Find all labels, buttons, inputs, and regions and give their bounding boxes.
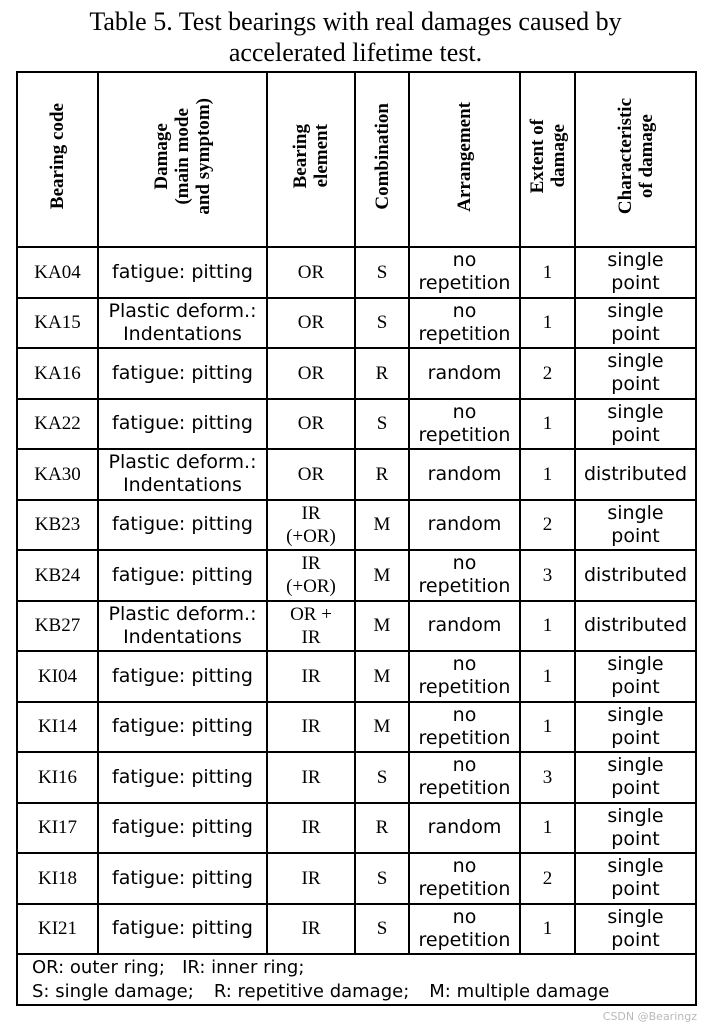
cell-combination: S [355,247,409,298]
header-bearing-code: Bearing code [17,72,98,247]
table-row [17,752,696,803]
cell-bearing-element-line: (+OR) [286,576,336,598]
cell-arrangement-line: no [452,249,477,272]
header-bearing-element: Bearing element [267,72,355,247]
cell-bearing-element-line: OR [297,312,325,334]
cell-bearing-element-line: IR [301,626,321,648]
cell-arrangement-line: repetition [418,928,511,951]
footnote-line-2: S: single damage; R: repetitive damage; M: multiple damage [32,980,610,1002]
cell-combination: R [355,348,409,399]
cell-bearing-code: KA04 [17,247,98,298]
cell-characteristic [575,601,696,652]
cell-characteristic-line: single [607,905,664,928]
cell-bearing-element-line: IR [301,817,321,839]
cell-combination: M [355,651,409,702]
cell-arrangement-line: no [452,905,477,928]
header-characteristic: Characteristic of damage [575,72,696,247]
cell-bearing-code: KI14 [17,702,98,753]
cell-combination: S [355,399,409,450]
cell-damage [98,500,267,551]
cell-bearing-element-line: IR [301,918,321,940]
caption-line-1: Table 5. Test bearings with real damages caused by [89,7,622,36]
cell-arrangement-line: repetition [418,423,511,446]
cell-arrangement [409,298,520,349]
cell-arrangement-line: random [427,513,502,536]
cell-bearing-element [267,348,355,399]
cell-arrangement [409,500,520,551]
cell-characteristic-line: point [611,676,660,699]
cell-damage [98,853,267,904]
cell-damage-line: Plastic deform.: [108,602,257,625]
cell-bearing-code: KB24 [17,550,98,601]
cell-characteristic-line: single [607,400,664,423]
cell-combination: R [355,449,409,500]
cell-damage-line: fatigue: pitting [112,917,253,940]
cell-damage [98,904,267,955]
cell-characteristic-line: single [607,249,664,272]
cell-characteristic-line: single [607,350,664,373]
cell-arrangement-line: repetition [418,676,511,699]
cell-arrangement-line: repetition [418,726,511,749]
cell-damage-line: Indentations [123,322,242,345]
cell-damage-line: fatigue: pitting [112,866,253,889]
table-row [17,702,696,753]
cell-characteristic [575,449,696,500]
caption-line-2: accelerated lifetime test. [228,38,483,67]
cell-arrangement-line: repetition [418,878,511,901]
cell-characteristic [575,702,696,753]
cell-combination: M [355,500,409,551]
table-row [17,803,696,854]
cell-bearing-element-line: OR [297,261,325,283]
cell-extent: 2 [520,348,575,399]
cell-extent: 1 [520,298,575,349]
cell-damage-line: fatigue: pitting [112,361,253,384]
cell-damage-line: Plastic deform.: [108,451,257,474]
cell-characteristic [575,500,696,551]
cell-bearing-code: KI16 [17,752,98,803]
cell-bearing-element-line: OR + [290,603,332,625]
cell-bearing-code: KA30 [17,449,98,500]
cell-characteristic-line: distributed [583,614,688,637]
cell-combination: M [355,601,409,652]
cell-characteristic [575,298,696,349]
cell-bearing-element-line: IR [301,553,321,575]
cell-extent: 3 [520,550,575,601]
cell-bearing-element-line: IR [301,665,321,687]
table-row [17,247,696,298]
cell-damage-line: fatigue: pitting [112,412,253,435]
cell-damage-line: fatigue: pitting [112,765,253,788]
footnote-row [17,954,696,1005]
cell-bearing-code: KI21 [17,904,98,955]
cell-bearing-code: KI04 [17,651,98,702]
cell-characteristic [575,247,696,298]
cell-characteristic-line: single [607,855,664,878]
table-body [17,247,696,954]
cell-extent: 1 [520,651,575,702]
table-row [17,348,696,399]
cell-arrangement-line: no [452,754,477,777]
cell-arrangement [409,348,520,399]
cell-arrangement-line: random [427,614,502,637]
cell-arrangement-line: repetition [418,272,511,295]
cell-bearing-element [267,500,355,551]
cell-arrangement [409,702,520,753]
cell-arrangement-line: no [452,299,477,322]
cell-arrangement [409,247,520,298]
cell-characteristic-line: distributed [583,462,688,485]
footnote [17,954,696,1005]
cell-characteristic [575,651,696,702]
cell-bearing-code: KA15 [17,298,98,349]
cell-damage [98,247,267,298]
cell-extent: 1 [520,702,575,753]
cell-bearing-code: KA22 [17,399,98,450]
cell-damage-line: fatigue: pitting [112,715,253,738]
cell-characteristic [575,348,696,399]
cell-arrangement-line: no [452,552,477,575]
cell-characteristic-line: single [607,754,664,777]
cell-characteristic [575,399,696,450]
cell-arrangement-line: no [452,855,477,878]
cell-combination: S [355,752,409,803]
cell-damage-line: fatigue: pitting [112,260,253,283]
cell-characteristic-line: single [607,804,664,827]
cell-damage [98,348,267,399]
cell-bearing-code: KB27 [17,601,98,652]
cell-arrangement [409,449,520,500]
table-row [17,298,696,349]
cell-characteristic-line: single [607,653,664,676]
cell-arrangement-line: repetition [418,322,511,345]
cell-bearing-element [267,702,355,753]
cell-combination: M [355,550,409,601]
cell-bearing-element-line: IR [301,867,321,889]
cell-damage [98,752,267,803]
cell-bearing-element [267,247,355,298]
cell-extent: 1 [520,904,575,955]
cell-combination: M [355,702,409,753]
cell-extent: 1 [520,803,575,854]
header-arrangement: Arrangement [409,72,520,247]
cell-arrangement [409,752,520,803]
cell-damage [98,399,267,450]
cell-bearing-element [267,399,355,450]
cell-damage [98,550,267,601]
cell-damage-line: fatigue: pitting [112,513,253,536]
cell-damage-line: Indentations [123,625,242,648]
cell-characteristic-line: point [611,827,660,850]
cell-characteristic-line: single [607,501,664,524]
cell-bearing-code: KB23 [17,500,98,551]
cell-damage [98,702,267,753]
cell-bearing-element-line: IR [301,766,321,788]
cell-bearing-element-line: OR [297,362,325,384]
cell-arrangement [409,550,520,601]
cell-arrangement-line: no [452,400,477,423]
cell-extent: 1 [520,449,575,500]
cell-bearing-element [267,298,355,349]
cell-characteristic-line: point [611,423,660,446]
header-combination: Combination [355,72,409,247]
cell-bearing-element [267,853,355,904]
cell-extent: 1 [520,399,575,450]
cell-damage-line: Indentations [123,474,242,497]
cell-bearing-element [267,904,355,955]
table-row [17,601,696,652]
cell-characteristic-line: point [611,373,660,396]
cell-combination: S [355,904,409,955]
table-row [17,651,696,702]
cell-arrangement-line: repetition [418,575,511,598]
cell-characteristic [575,853,696,904]
header-row [17,72,696,247]
cell-combination: S [355,853,409,904]
cell-bearing-element-line: IR [301,716,321,738]
cell-characteristic-line: point [611,726,660,749]
table-caption [0,6,711,68]
cell-arrangement [409,853,520,904]
cell-characteristic-line: distributed [583,563,688,586]
header-damage: Damage (main mode and symptom) [98,72,267,247]
cell-bearing-element [267,601,355,652]
watermark: CSDN @Bearingz [602,1010,697,1023]
cell-bearing-code: KA16 [17,348,98,399]
cell-characteristic-line: point [611,928,660,951]
cell-damage [98,449,267,500]
cell-arrangement-line: random [427,361,502,384]
cell-characteristic [575,904,696,955]
cell-arrangement [409,803,520,854]
header-extent: Extent of damage [520,72,575,247]
table-row [17,550,696,601]
cell-characteristic-line: point [611,322,660,345]
cell-arrangement-line: no [452,703,477,726]
cell-arrangement [409,904,520,955]
cell-bearing-element [267,752,355,803]
bearings-table [16,71,697,1006]
cell-extent: 1 [520,601,575,652]
cell-bearing-element-line: IR [301,502,321,524]
cell-characteristic-line: point [611,272,660,295]
cell-arrangement-line: random [427,816,502,839]
cell-bearing-code: KI17 [17,803,98,854]
cell-characteristic-line: point [611,524,660,547]
cell-bearing-element [267,651,355,702]
table-row [17,500,696,551]
cell-arrangement-line: random [427,462,502,485]
cell-bearing-element [267,449,355,500]
cell-characteristic [575,803,696,854]
cell-characteristic [575,550,696,601]
cell-characteristic [575,752,696,803]
cell-extent: 3 [520,752,575,803]
cell-arrangement-line: no [452,653,477,676]
cell-bearing-element [267,803,355,854]
cell-combination: R [355,803,409,854]
cell-arrangement [409,651,520,702]
cell-bearing-element-line: OR [297,413,325,435]
cell-damage-line: fatigue: pitting [112,816,253,839]
cell-damage [98,803,267,854]
cell-characteristic-line: point [611,777,660,800]
cell-combination: S [355,298,409,349]
cell-arrangement-line: repetition [418,777,511,800]
table-row [17,399,696,450]
cell-damage-line: Plastic deform.: [108,299,257,322]
cell-damage [98,298,267,349]
table-row [17,853,696,904]
cell-damage-line: fatigue: pitting [112,563,253,586]
cell-bearing-element [267,550,355,601]
cell-extent: 2 [520,853,575,904]
cell-characteristic-line: point [611,878,660,901]
cell-damage-line: fatigue: pitting [112,664,253,687]
cell-bearing-code: KI18 [17,853,98,904]
cell-characteristic-line: single [607,299,664,322]
cell-damage [98,651,267,702]
cell-arrangement [409,601,520,652]
table-row [17,904,696,955]
cell-extent: 1 [520,247,575,298]
cell-arrangement [409,399,520,450]
cell-bearing-element-line: (+OR) [286,525,336,547]
table-row [17,449,696,500]
footnote-line-1: OR: outer ring; IR: inner ring; [32,956,305,978]
cell-extent: 2 [520,500,575,551]
cell-damage [98,601,267,652]
cell-characteristic-line: single [607,703,664,726]
cell-bearing-element-line: OR [297,463,325,485]
